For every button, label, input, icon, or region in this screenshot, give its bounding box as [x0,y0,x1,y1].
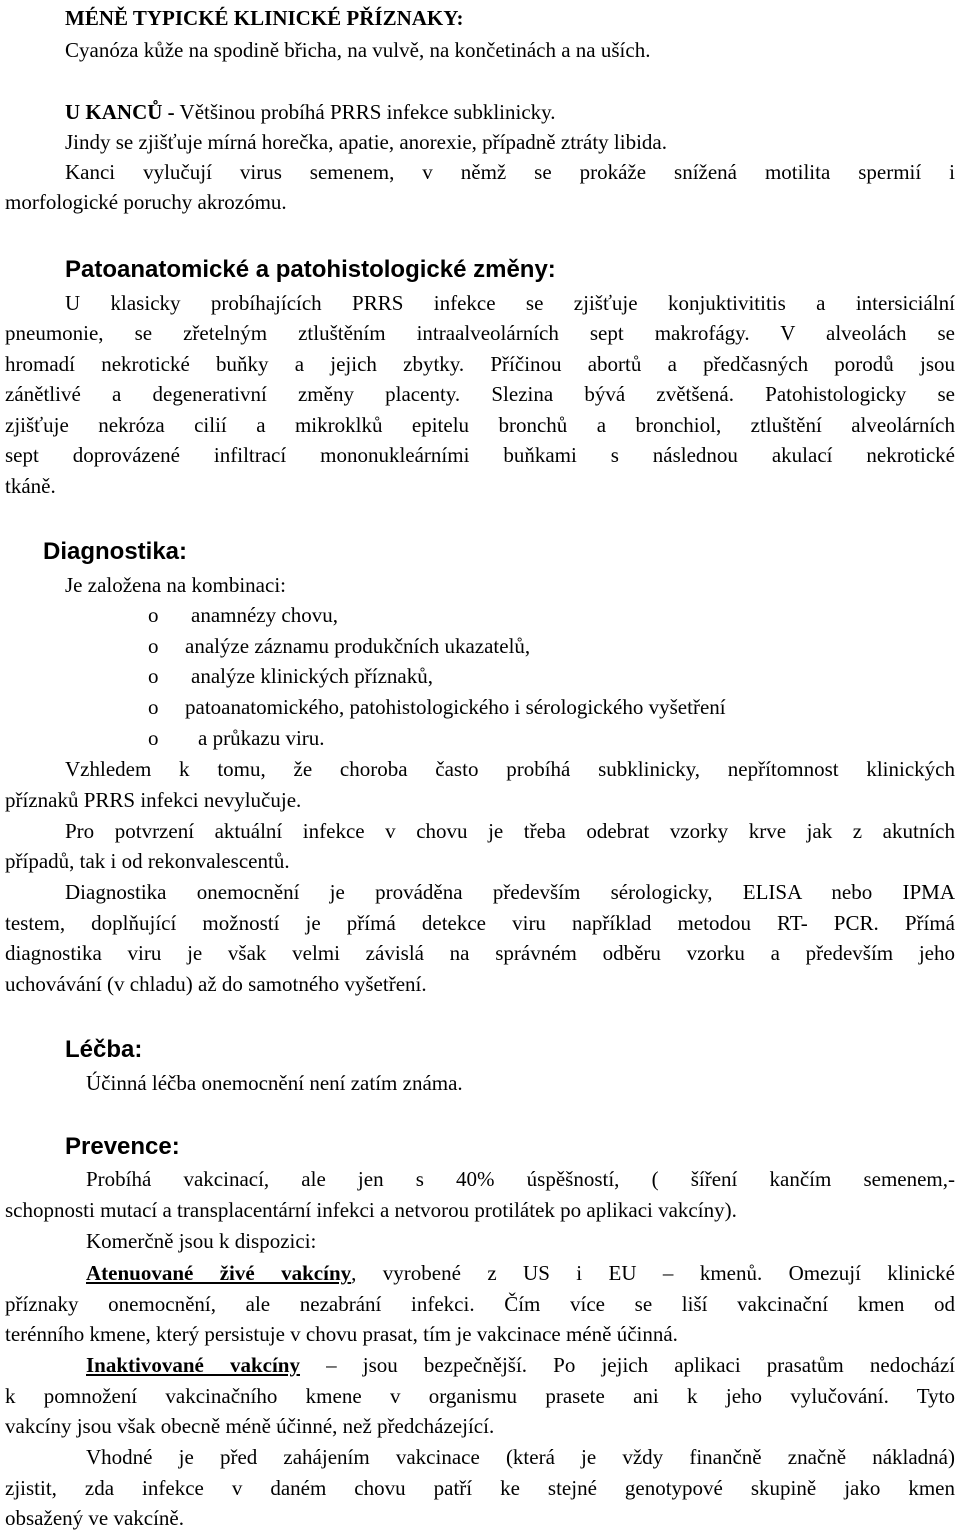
section-heading-prevention: Prevence: [65,1133,180,1160]
paragraph-line: obsažený ve vakcíně. [5,1506,185,1530]
paragraph-line: Komerčně jsou k dispozici: [86,1229,317,1253]
paragraph-line: terénního kmene, který persistuje v chovu prasat, tím je vakcinace méně účinná. [5,1322,678,1346]
paragraph-line: případů, tak i od rekonvalescentů. [5,849,290,873]
bullet-marker: o [148,726,159,750]
paragraph-line: Vzhledem k tomu, že choroba často probíhá subklinicky, nepřítomnost klinických [65,757,955,781]
paragraph-line: morfologické poruchy akrozómu. [5,190,287,214]
paragraph-line: Účinná léčba onemocnění není zatím známa. [86,1071,463,1095]
live-vaccines-text: , vyrobené z US i EU – kmenů. Omezují klinické [351,1261,955,1285]
paragraph-line: Diagnostika onemocnění je prováděna především sérologicky, ELISA nebo IPMA [65,880,955,904]
bullet-marker: o [148,634,159,658]
section-heading-atypical-symptoms: MÉNĚ TYPICKÉ KLINICKÉ PŘÍZNAKY: [65,6,464,30]
paragraph-line: sept doprovázené infiltrací mononukleárními buňkami s následnou akulací nekrotické [5,443,955,467]
paragraph-line: diagnostika viru je však velmi závislá na správném odběru vzorku a především jeho [5,941,955,965]
paragraph-line: schopnosti mutací a transplacentární infekci a netvorou protilátek po aplikaci vakcíny). [5,1198,737,1222]
paragraph-line: vakcíny jsou však obecně méně účinné, než předcházející. [5,1414,495,1438]
paragraph-line: zánětlivé a degenerativní změny placenty. Slezina bývá zvětšená. Patohistologicky se [5,382,955,406]
inactivated-vaccines-label: Inaktivované vakcíny [86,1353,300,1377]
paragraph-line-inactivated-vaccines [86,1353,955,1377]
paragraph-line: pneumonie, se zřetelným ztluštěním intraalveolárních sept makrofágy. V alveolách se [5,321,955,345]
section-heading-diagnostics: Diagnostika: [43,538,188,565]
paragraph-line-live-vaccines [86,1261,955,1285]
bullet-marker: o [148,603,159,627]
paragraph-line: příznaky onemocnění, ale nezabrání infekci. Čím více se liší vakcinační kmen od [5,1292,955,1316]
list-item: anamnézy chovu, [191,603,338,627]
list-item: analýze záznamu produkčních ukazatelů, [185,634,531,658]
bullet-marker: o [148,664,159,688]
section-heading-treatment: Léčba: [65,1036,143,1063]
list-item: analýze klinických příznaků, [191,664,433,688]
paragraph-line: Vhodné je před zahájením vakcinace (která je vždy finančně značně nákladná) [86,1445,955,1469]
paragraph-line: Probíhá vakcinací, ale jen s 40% úspěšností, ( šíření kančím semenem,- [86,1167,955,1191]
paragraph-line: k pomnožení vakcinačního kmene v organismu prasete ani k jeho vylučování. Tyto [5,1384,955,1408]
paragraph-line: zjistit, zda infekce v daném chovu patří ke stejné genotypové skupině jako kmen [5,1476,955,1500]
paragraph-line: tkáně. [5,474,56,498]
paragraph-line: Jindy se zjišťuje mírná horečka, apatie, anorexie, případně ztráty libida. [65,130,667,154]
live-vaccines-label: Atenuované živé vakcíny [86,1261,352,1285]
paragraph-line: zjišťuje nekróza cilií a mikroklků epitelu bronchů a bronchiol, ztluštění alveolárních [5,413,955,437]
paragraph-line: Kanci vylučují virus semenem, v němž se prokáže snížená motilita spermií i [65,160,955,184]
boars-label: U KANCŮ - [65,100,175,124]
inactivated-vaccines-text: – jsou bezpečnější. Po jejich aplikaci prasatům nedochází [300,1353,956,1377]
paragraph-line: uchovávání (v chladu) až do samotného vyšetření. [5,972,427,996]
list-item: patoanatomického, patohistologického i sérologického vyšetření [185,695,726,719]
section-heading-pathology: Patoanatomické a patohistologické změny: [65,256,556,283]
paragraph-line: testem, doplňující možností je přímá detekce viru například metodou RT- PCR. Přímá [5,911,955,935]
list-item: a průkazu viru. [198,726,325,750]
paragraph-line: hromadí nekrotické buňky a jejich zbytky. Příčinou abortů a předčasných porodů jsou [5,352,955,376]
paragraph-line: Cyanóza kůže na spodině břicha, na vulvě, na končetinách a na uších. [65,38,651,62]
paragraph-line: Je založena na kombinaci: [65,573,286,597]
paragraph-line: Pro potvrzení aktuální infekce v chovu je třeba odebrat vzorky krve jak z akutních [65,819,955,843]
bullet-marker: o [148,695,159,719]
paragraph-line: U klasicky probíhajících PRRS infekce se zjišťuje konjuktivititis a intersiciální [65,291,955,315]
paragraph-line-boars [65,100,556,124]
paragraph-line: příznaků PRRS infekci nevylučuje. [5,788,302,812]
boars-text: Většinou probíhá PRRS infekce subklinicky. [174,100,556,124]
